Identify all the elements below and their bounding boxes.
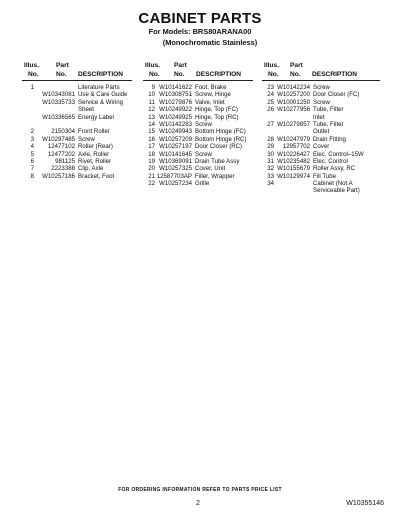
parts-row <box>143 151 253 158</box>
part-description: Roller (Rear) <box>78 143 113 151</box>
part-header: Part <box>56 62 69 69</box>
illus-number: 18 <box>148 150 155 158</box>
part-description: Door Closer (FC) <box>313 91 360 99</box>
part-no-header: No. <box>56 71 67 78</box>
illus-number: 15 <box>148 128 155 136</box>
part-number: W10247979 <box>277 135 310 143</box>
illus-number: 17 <box>148 143 155 151</box>
parts-row <box>262 187 380 194</box>
part-description: Axle, Roller <box>78 150 110 158</box>
parts-row <box>22 84 132 91</box>
illus-number: 12 <box>148 106 155 114</box>
column-header <box>143 62 253 81</box>
parts-row <box>262 121 380 128</box>
illus-number: 3 <box>30 135 34 143</box>
illus-header: Illus. <box>145 62 161 69</box>
part-description: Literature Parts <box>78 84 120 91</box>
part-description: Elec. Control–15W <box>313 150 364 158</box>
part-number: W10279857 <box>277 120 310 128</box>
part-description: Cover, Unit <box>195 165 226 173</box>
part-description: Elec. Control <box>313 157 348 165</box>
part-description: Valve, Inlet <box>195 98 225 106</box>
parts-row <box>262 158 380 165</box>
illus-number: 5 <box>30 150 34 158</box>
part-number: 12477202 <box>47 150 75 158</box>
part-number: W10257197 <box>159 143 192 151</box>
part-number: W10297485 <box>42 135 75 143</box>
part-number: W10369091 <box>159 157 192 165</box>
parts-column-1 <box>22 62 132 180</box>
illus-number: 6 <box>30 157 34 165</box>
part-header: Part <box>290 62 303 69</box>
column-header <box>22 62 132 81</box>
part-number: W10249925 <box>159 113 192 121</box>
part-description: Clip, Axle <box>78 165 104 173</box>
part-description: Screw <box>195 150 212 158</box>
page-title: CABINET PARTS <box>138 10 262 27</box>
part-number: W10141645 <box>159 150 192 158</box>
part-description: Screw <box>313 98 330 106</box>
parts-row <box>22 165 132 172</box>
parts-row <box>22 173 132 180</box>
column-header <box>262 62 380 81</box>
part-description: Inlet <box>313 113 325 121</box>
illus-number: 32 <box>267 165 274 173</box>
part-number: W10277956 <box>277 106 310 114</box>
illus-number: 22 <box>148 180 155 188</box>
part-number: 2150304 <box>51 128 75 136</box>
part-number: W10142234 <box>277 84 310 91</box>
part-description: Drain Tube Assy <box>195 157 240 165</box>
part-description: Roller Assy, RC <box>313 165 356 173</box>
part-description: Service & Wiring <box>78 98 124 106</box>
parts-row <box>262 128 380 135</box>
illus-number: 23 <box>267 84 274 91</box>
parts-row <box>262 106 380 113</box>
parts-row <box>143 84 253 91</box>
description-header: DESCRIPTION <box>78 71 124 78</box>
part-description: Hinge, Top (RC) <box>195 113 239 121</box>
parts-row <box>143 114 253 121</box>
illus-number: 13 <box>148 113 155 121</box>
illus-number: 11 <box>148 98 155 106</box>
illus-number: 1 <box>30 84 34 91</box>
illus-number: 24 <box>267 91 274 99</box>
part-description: Tube, Filter <box>313 120 344 128</box>
part-number: W10155679 <box>277 165 310 173</box>
part-description: Screw <box>313 84 330 91</box>
parts-row <box>22 158 132 165</box>
part-description: Screw, Hinge <box>195 91 231 99</box>
illus-number: 16 <box>148 135 155 143</box>
parts-row <box>262 151 380 158</box>
parts-row <box>22 143 132 150</box>
parts-list <box>262 84 380 195</box>
parts-row <box>262 91 380 98</box>
description-header: DESCRIPTION <box>312 71 358 78</box>
illus-no-header: No. <box>268 71 279 78</box>
part-description: Bracket, Foot <box>78 172 115 180</box>
model-subtitle: For Models: BRS80ARANA00 <box>148 27 252 36</box>
parts-row <box>262 143 380 150</box>
parts-row <box>262 180 380 187</box>
illus-number: 28 <box>267 135 274 143</box>
parts-row <box>143 158 253 165</box>
parts-row <box>262 165 380 172</box>
parts-row <box>262 84 380 91</box>
part-number: W10129974 <box>277 172 310 180</box>
parts-row <box>22 106 132 113</box>
part-description: Tube, Filter <box>313 106 344 114</box>
part-description: Sheet <box>78 106 94 114</box>
part-description: Outlet <box>313 128 330 136</box>
parts-row <box>22 91 132 98</box>
illus-no-header: No. <box>28 71 39 78</box>
parts-row <box>143 173 253 180</box>
parts-row <box>262 136 380 143</box>
parts-row <box>22 151 132 158</box>
illus-number: 21 <box>148 172 155 180</box>
parts-row <box>22 114 132 121</box>
part-number: W10257325 <box>159 165 192 173</box>
illus-no-header: No. <box>149 71 160 78</box>
parts-row <box>143 180 253 187</box>
illus-number: 20 <box>148 165 155 173</box>
part-description: Grille <box>195 180 210 188</box>
part-description: Cover <box>313 143 330 151</box>
part-number: W10279876 <box>159 98 192 106</box>
part-description: Front Roller <box>78 128 110 136</box>
part-number: 12477102 <box>47 143 75 151</box>
description-header: DESCRIPTION <box>196 71 242 78</box>
part-no-header: No. <box>290 71 301 78</box>
part-number: 12587703AP <box>156 172 192 180</box>
part-number: 2223388 <box>51 165 75 173</box>
part-number: W10141622 <box>159 84 192 91</box>
part-number: W10308751 <box>159 91 192 99</box>
illus-header: Illus. <box>24 62 40 69</box>
parts-row <box>143 99 253 106</box>
illus-number: 14 <box>148 120 155 128</box>
illus-number: 33 <box>267 172 274 180</box>
parts-column-3 <box>262 62 380 195</box>
parts-row <box>143 143 253 150</box>
part-number: 981125 <box>55 157 75 165</box>
illus-number: 29 <box>267 143 274 151</box>
parts-row <box>262 173 380 180</box>
part-description: Drain Fitting <box>313 135 346 143</box>
part-number: W10142283 <box>159 120 192 128</box>
part-description: Rivet, Roller <box>78 157 112 165</box>
parts-row <box>262 114 380 121</box>
part-description: Screw <box>78 135 95 143</box>
illus-number: 10 <box>148 91 155 99</box>
illus-number: 25 <box>267 98 274 106</box>
illus-number: 19 <box>148 157 155 165</box>
part-number: W10249922 <box>159 106 192 114</box>
part-number: W10257234 <box>159 180 192 188</box>
parts-row <box>22 99 132 106</box>
part-number: W10336565 <box>42 113 75 121</box>
parts-row <box>22 121 132 128</box>
parts-row <box>22 128 132 135</box>
illus-number: 4 <box>30 143 34 151</box>
page-number: 2 <box>196 500 200 507</box>
parts-row <box>143 128 253 135</box>
variant-subtitle: (Monochromatic Stainless) <box>162 38 258 47</box>
parts-row <box>143 136 253 143</box>
illus-header: Illus. <box>264 62 280 69</box>
part-description: Filler, Wrapper <box>195 172 235 180</box>
part-number: W10235482 <box>277 157 310 165</box>
part-number: W10257186 <box>42 172 75 180</box>
part-description: Hinge, Top (FC) <box>195 106 238 114</box>
part-number: W10226427 <box>277 150 310 158</box>
part-description: Use & Care Guide <box>78 91 128 99</box>
part-description: Door Closer (RC) <box>195 143 243 151</box>
illus-number: 27 <box>267 120 274 128</box>
part-no-header: No. <box>174 71 185 78</box>
part-description: Bottom Hinge (FC) <box>195 128 246 136</box>
parts-list <box>143 84 253 187</box>
part-description: Cabinet (Not A <box>313 180 353 188</box>
part-number: W10001250 <box>277 98 310 106</box>
illus-number: 31 <box>267 157 274 165</box>
part-header: Part <box>174 62 187 69</box>
illus-number: 9 <box>151 84 155 91</box>
parts-list <box>22 84 132 180</box>
illus-number: 2 <box>30 128 34 136</box>
part-description: Screw <box>195 120 212 128</box>
illus-number: 7 <box>30 165 34 173</box>
part-description: Energy Label <box>78 113 114 121</box>
illus-number: 34 <box>267 180 274 188</box>
part-number: 12957702 <box>282 143 310 151</box>
part-number: W10257209 <box>159 135 192 143</box>
parts-row <box>143 121 253 128</box>
part-number: W10257200 <box>277 91 310 99</box>
part-number: W10249943 <box>159 128 192 136</box>
parts-column-2 <box>143 62 253 187</box>
ordering-note: FOR ORDERING INFORMATION REFER TO PARTS PRICE LIST <box>118 487 282 493</box>
part-number: W10335733 <box>42 98 75 106</box>
part-description: Foot, Brake <box>195 84 227 91</box>
parts-row <box>143 91 253 98</box>
illus-number: 26 <box>267 106 274 114</box>
illus-number: 8 <box>30 172 34 180</box>
part-description: Bottom Hinge (RC) <box>195 135 247 143</box>
parts-row <box>143 165 253 172</box>
parts-row <box>143 106 253 113</box>
parts-row <box>262 99 380 106</box>
document-number: W10355146 <box>346 500 384 507</box>
part-number: W10343081 <box>42 91 75 99</box>
part-description: Serviceable Part) <box>313 187 360 195</box>
illus-number: 30 <box>267 150 274 158</box>
part-description: Fill Tube <box>313 172 337 180</box>
parts-row <box>22 136 132 143</box>
